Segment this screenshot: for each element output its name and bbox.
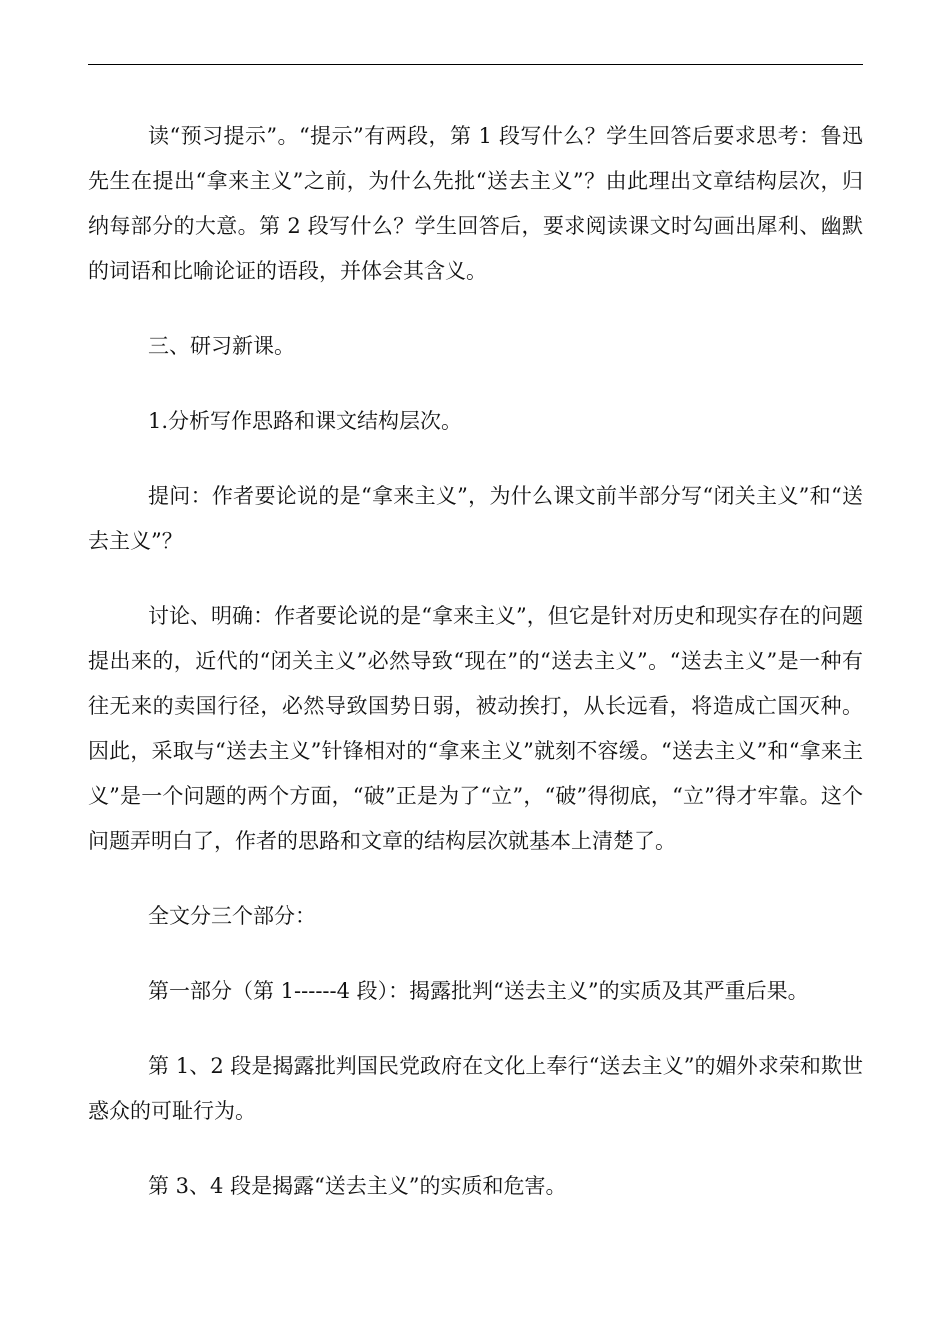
paragraph-question: 提问：作者要论说的是“拿来主义”，为什么课文前半部分写“闭关主义”和“送去主义”？ [88, 484, 863, 553]
paragraph-discussion: 讨论、明确：作者要论说的是“拿来主义”，但它是针对历史和现实存在的问题提出来的，近代的“闭关主义”必然导致“现在”的“送去主义”。“送去主义”是一种有往无来的卖国行径，必然导致国势日弱，被动挨打，从长远看，将造成亡国灭种。因此，采取与“送去主义”针锋相对的“拿来主义”就刻不容缓。“送去主义”和“拿来主义”是一个问题的两个方面，“破”正是为了“立”，“破”得彻底，“立”得才牢靠。这个问题弄明白了，作者的思路和文章的结构层次就基本上清楚了。 [88, 604, 863, 853]
subheading-analysis: 1.分析写作思路和课文结构层次。 [148, 409, 463, 433]
section-heading-study-new-lesson: 三、研习新课。 [148, 334, 295, 358]
paragraph-part-one: 第一部分（第 1------4 段）：揭露批判“送去主义”的实质及其严重后果。 [148, 979, 809, 1003]
paragraph-preview-hint: 读“预习提示”。“提示”有两段，第 1 段写什么？学生回答后要求思考：鲁迅先生在提出“拿来主义”之前，为什么先批“送去主义”？由此理出文章结构层次，归纳每部分的大意。第 2 段写什么？学生回答后，要求阅读课文时勾画出犀利、幽默的词语和比喻论证的语段，并体会其含义。 [88, 124, 863, 283]
paragraph-sections-1-2: 第 1、2 段是揭露批判国民党政府在文化上奉行“送去主义”的媚外求荣和欺世惑众的可耻行为。 [88, 1054, 863, 1123]
paragraph-three-parts: 全文分三个部分： [148, 904, 316, 928]
paragraph-sections-3-4: 第 3、4 段是揭露“送去主义”的实质和危害。 [148, 1174, 567, 1198]
document-body [88, 114, 863, 1209]
header-rule [88, 64, 863, 65]
